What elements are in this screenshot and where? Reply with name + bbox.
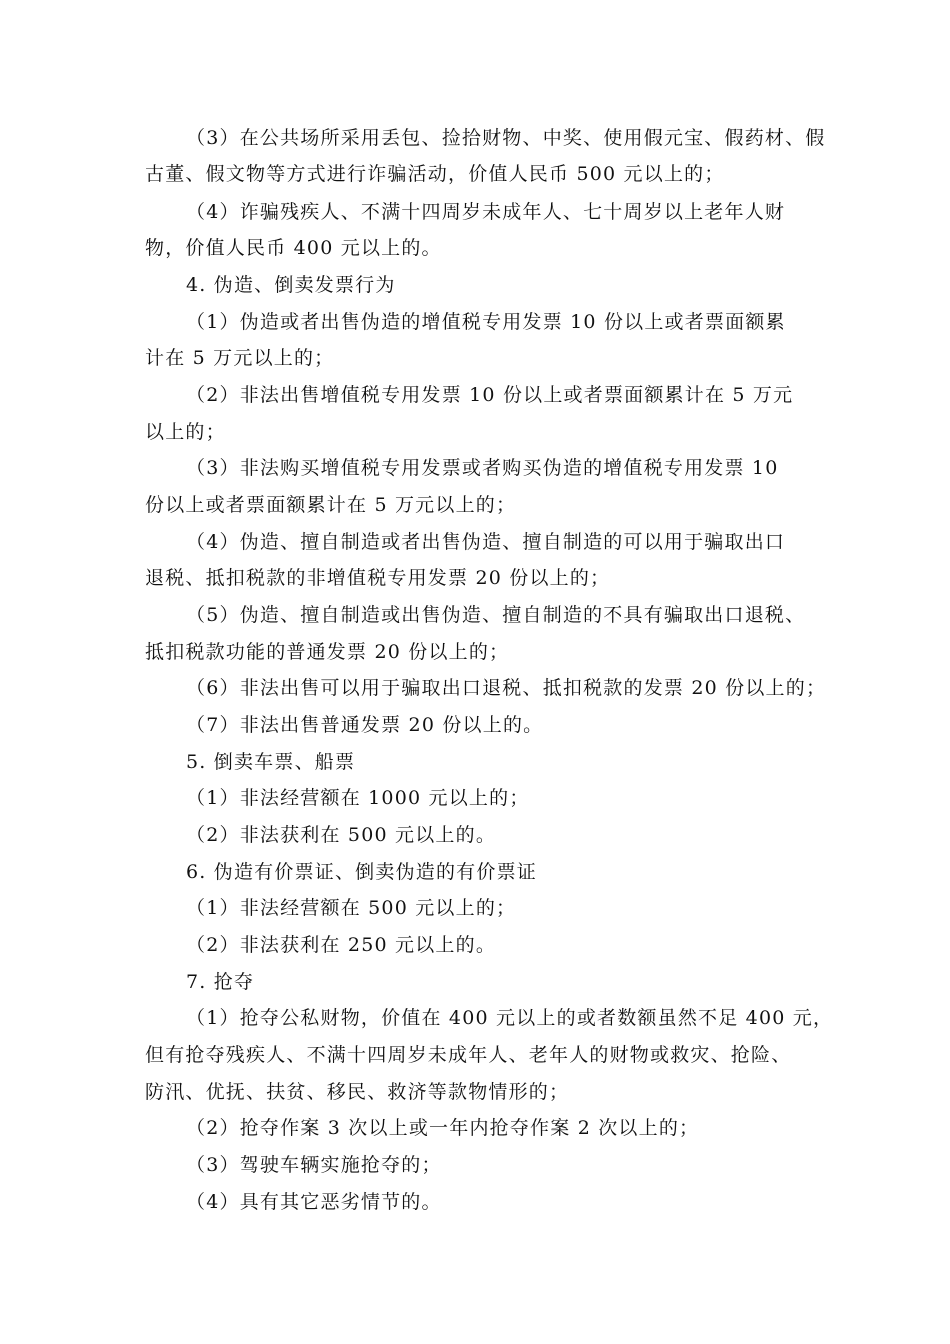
text-line: （4）伪造、擅自制造或者出售伪造、擅自制造的可以用于骗取出口 [186,531,786,553]
text-line: （4）诈骗残疾人、不满十四周岁未成年人、七十周岁以上老年人财 [186,201,786,223]
text-line: （5）伪造、擅自制造或出售伪造、擅自制造的不具有骗取出口退税、 [186,604,806,626]
text-line: （2）非法出售增值税专用发票 10 份以上或者票面额累计在 5 万元 [186,384,794,406]
text-line: （4）具有其它恶劣情节的。 [186,1191,442,1213]
text-line: （2）非法获利在 250 元以上的。 [186,934,497,956]
section-heading: 7. 抢夺 [186,971,255,993]
text-line: （1）抢夺公私财物，价值在 400 元以上的或者数额虽然不足 400 元， [186,1007,834,1029]
text-line: 以上的； [145,421,226,443]
text-line: 防汛、优抚、扶贫、移民、救济等款物情形的； [145,1081,570,1103]
section-heading: 6. 伪造有价票证、倒卖伪造的有价票证 [186,861,537,883]
text-line: （3）驾驶车辆实施抢夺的； [186,1154,442,1176]
text-line: 退税、抵扣税款的非增值税专用发票 20 份以上的； [145,567,611,589]
text-line: （6）非法出售可以用于骗取出口退税、抵扣税款的发票 20 份以上的； [186,677,827,699]
text-line: 份以上或者票面额累计在 5 万元以上的； [145,494,517,516]
text-line: 物，价值人民币 400 元以上的。 [145,237,442,259]
text-line: （2）非法获利在 500 元以上的。 [186,824,497,846]
section-heading: 5. 倒卖车票、船票 [186,751,356,773]
text-line: （3）在公共场所采用丢包、捡拾财物、中奖、使用假元宝、假药材、假 [186,127,826,149]
text-line: 抵扣税款功能的普通发票 20 份以上的； [145,641,510,663]
text-line: 计在 5 万元以上的； [145,347,335,369]
text-line: （3）非法购买增值税专用发票或者购买伪造的增值税专用发票 10 [186,457,779,479]
text-line: 古董、假文物等方式进行诈骗活动，价值人民币 500 元以上的； [145,163,725,185]
text-line: （1）非法经营额在 500 元以上的； [186,897,517,919]
text-line: 但有抢夺残疾人、不满十四周岁未成年人、老年人的财物或救灾、抢险、 [145,1044,792,1066]
text-line: （7）非法出售普通发票 20 份以上的。 [186,714,544,736]
text-line: （1）伪造或者出售伪造的增值税专用发票 10 份以上或者票面额累 [186,311,786,333]
section-heading: 4. 伪造、倒卖发票行为 [186,274,396,296]
text-line: （2）抢夺作案 3 次以上或一年内抢夺作案 2 次以上的； [186,1117,700,1139]
text-line: （1）非法经营额在 1000 元以上的； [186,787,530,809]
